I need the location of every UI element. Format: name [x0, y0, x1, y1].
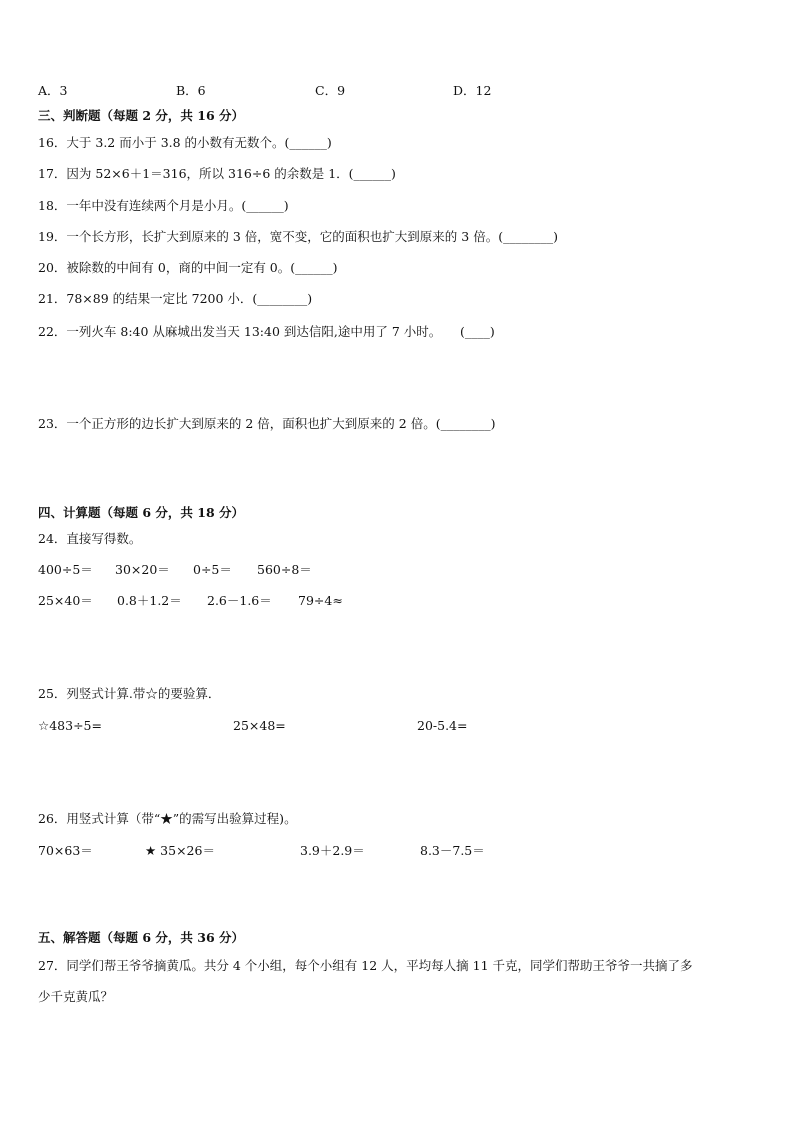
question-16: 16．大于 3.2 而小于 3.8 的小数有无数个。(______): [38, 135, 332, 150]
calc-item: 30×20＝: [115, 562, 170, 577]
choice-b: B．6: [176, 83, 206, 98]
calc-item: ☆483÷5=: [38, 718, 102, 733]
calc-item: 25×48=: [233, 718, 286, 733]
question-20: 20．被除数的中间有 0，商的中间一定有 0。(______): [38, 260, 338, 275]
question-23: 23．一个正方形的边长扩大到原来的 2 倍，面积也扩大到原来的 2 倍。(________): [38, 416, 496, 431]
calc-item: 20-5.4=: [417, 718, 468, 733]
question-21: 21．78×89 的结果一定比 7200 小．(________): [38, 291, 313, 306]
question-26-title: 26．用竖式计算（带“★”的需写出验算过程)。: [38, 811, 297, 826]
section4-heading: 四、计算题（每题 6 分，共 18 分）: [38, 505, 245, 520]
calc-item: 560÷8＝: [257, 562, 312, 577]
question-25-title: 25．列竖式计算.带☆的要验算．: [38, 686, 221, 701]
question-24-title: 24．直接写得数。: [38, 531, 142, 546]
question-17: 17．因为 52×6＋1＝316，所以 316÷6 的余数是 1．(______): [38, 166, 396, 181]
calc-item: 0.8＋1.2＝: [117, 593, 182, 608]
calc-item: 2.6－1.6＝: [207, 593, 272, 608]
question-19: 19．一个长方形，长扩大到原来的 3 倍，宽不变，它的面积也扩大到原来的 3 倍。(________): [38, 229, 558, 244]
calc-item: 0÷5＝: [193, 562, 232, 577]
question-18: 18．一年中没有连续两个月是小月。(______): [38, 198, 289, 213]
calc-item: 70×63＝: [38, 843, 93, 858]
calc-item: 79÷4≈: [298, 593, 343, 608]
calc-item: 25×40＝: [38, 593, 93, 608]
calc-item: 3.9＋2.9＝: [300, 843, 365, 858]
section5-heading: 五、解答题（每题 6 分，共 36 分）: [38, 930, 245, 945]
choice-a: A．3: [38, 83, 68, 98]
question-27-line-2: 少千克黄瓜？: [38, 989, 114, 1004]
choice-d: D．12: [453, 83, 492, 98]
calc-item: 8.3－7.5＝: [420, 843, 485, 858]
calc-item: 400÷5＝: [38, 562, 93, 577]
question-22: 22．一列火车 8:40 从麻城出发当天 13:40 到达信阳,途中用了 7 小时。 (____): [38, 324, 495, 339]
question-27-line-1: 27．同学们帮王爷爷摘黄瓜。共分 4 个小组，每个小组有 12 人，平均每人摘 11 千克，同学们帮助王爷爷一共摘了多: [38, 958, 693, 973]
section3-heading: 三、判断题（每题 2 分，共 16 分）: [38, 108, 245, 123]
calc-item: ★ 35×26＝: [145, 843, 215, 858]
choice-c: C．9: [315, 83, 346, 98]
